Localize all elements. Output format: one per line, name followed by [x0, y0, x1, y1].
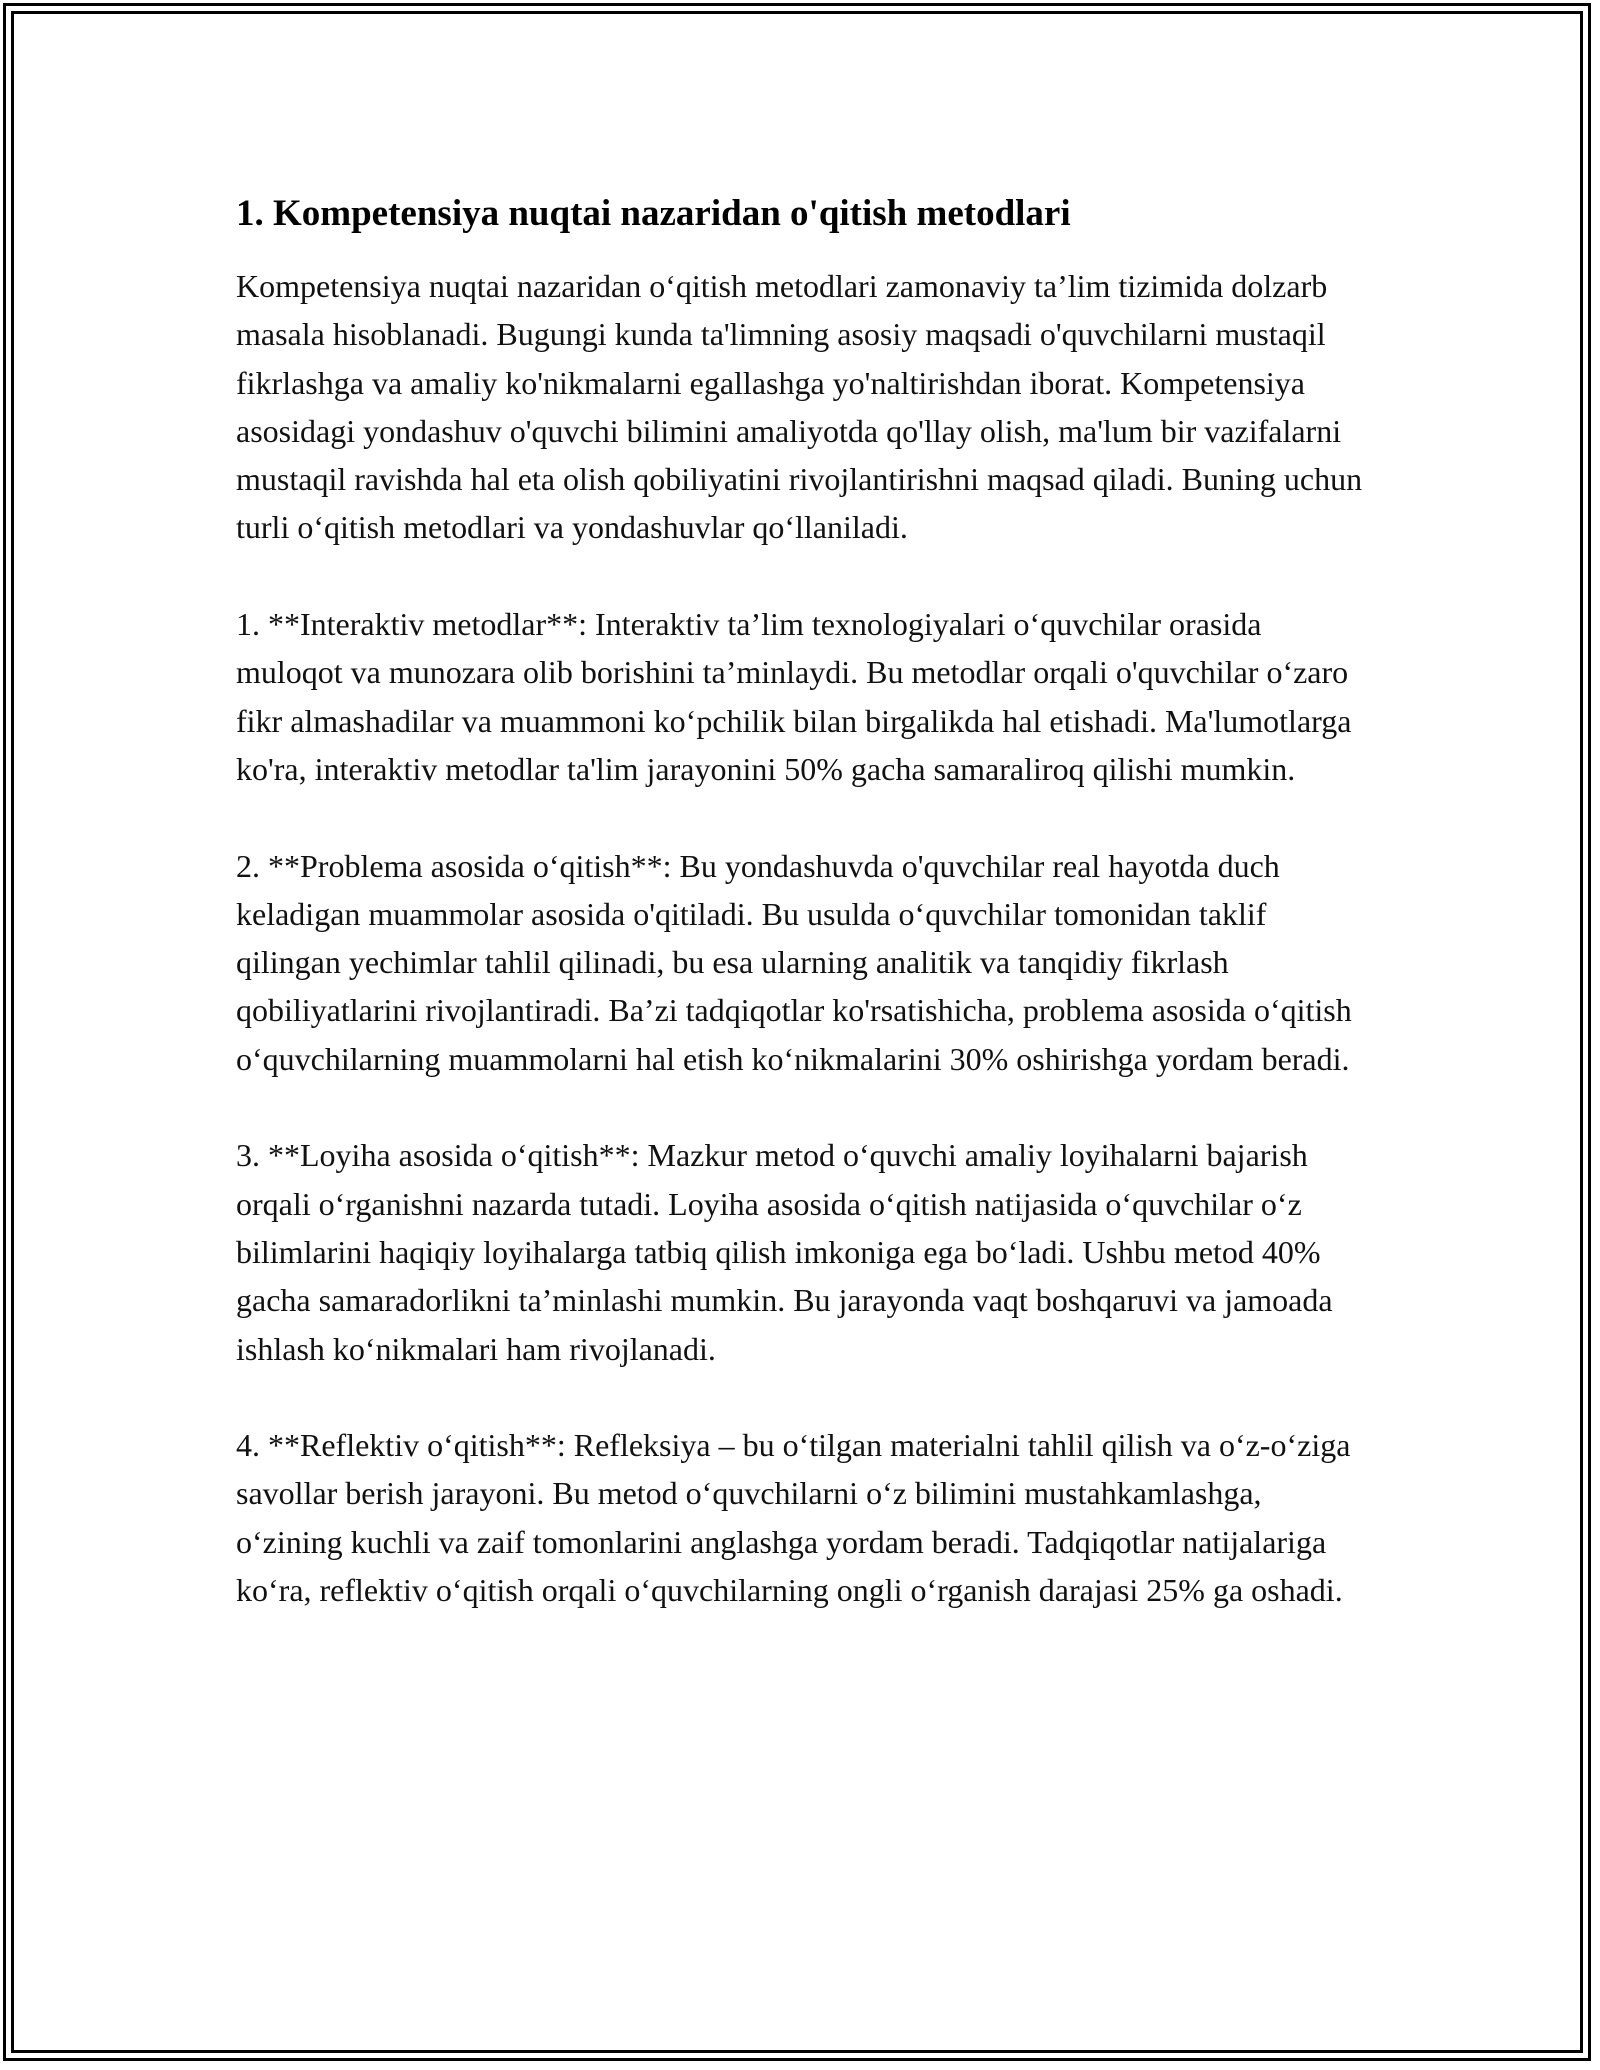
method-paragraph-project-based: 3. **Loyiha asosida o‘qitish**: Mazkur metod o‘quvchi amaliy loyihalarni bajarish orqali o‘rganishni nazarda tutadi. Loyiha asosida o‘qitish natijasida o‘quvchilar o‘z bilimlarini haqiqiy loyihalarga tatbiq qilish imkoniga ega bo‘ladi. Ushbu metod 40% gacha samaradorlikni ta’minlashi mumkin. Bu jarayonda vaqt boshqaruvi va jamoada ishlash ko‘nikmalari ham rivojlanadi.: [236, 1137, 1333, 1367]
method-paragraph-problem-based: 2. **Problema asosida o‘qitish**: Bu yondashuvda o'quvchilar real hayotda duch keladigan muammolar asosida o'qitiladi. Bu usulda o‘quvchilar tomonidan taklif qilingan yechimlar tahlil qilinadi, bu esa ularning analitik va tanqidiy fikrlash qobiliyatlarini rivojlantiradi. Ba’zi tadqiqotlar ko'rsatishicha, problema asosida o‘qitish o‘quvchilarning muammolarni hal etish ko‘nikmalarini 30% oshirishga yordam beradi.: [236, 847, 1352, 1077]
paragraph-spacer: [236, 793, 1376, 841]
paragraph-spacer: [236, 1083, 1376, 1131]
paragraph-spacer: [236, 552, 1376, 600]
document-body: [236, 186, 1376, 1614]
method-paragraph-interactive: 1. **Interaktiv metodlar**: Interaktiv ta’lim texnologiyalari o‘quvchilar orasida muloqot va munozara olib borishini ta’minlaydi. Bu metodlar orqali o'quvchilar o‘zaro fikr almashadilar va muammoni ko‘pchilik bilan birgalikda hal etishadi. Ma'lumotlarga ko'ra, interaktiv metodlar ta'lim jarayonini 50% gacha samaraliroq qilishi mumkin.: [236, 606, 1352, 787]
document-title: 1. Kompetensiya nuqtai nazaridan o'qitish metodlari: [236, 193, 1071, 234]
method-paragraph-reflective: 4. **Reflektiv o‘qitish**: Refleksiya – bu o‘tilgan materialni tahlil qilish va o‘z-o‘ziga savollar berish jarayoni. Bu metod o‘quvchilarni o‘z bilimini mustahkamlashga, o‘zining kuchli va zaif tomonlarini anglashga yordam beradi. Tadqiqotlar natijalariga ko‘ra, reflektiv o‘qitish orqali o‘quvchilarning ongli o‘rganish darajasi 25% ga oshadi.: [236, 1427, 1351, 1609]
paragraph-spacer: [236, 1373, 1376, 1421]
intro-paragraph: Kompetensiya nuqtai nazaridan o‘qitish metodlari zamonaviy ta’lim tizimida dolzarb masala hisoblanadi. Bugungi kunda ta'limning asosiy maqsadi o'quvchilarni mustaqil fikrlashga va amaliy ko'nikmalarni egallashga yo'naltirishdan iborat. Kompetensiya asosidagi yondashuv o'quvchi bilimini amaliyotda qo'llay olish, ma'lum bir vazifalarni mustaqil ravishda hal eta olish qobiliyatini rivojlantirishni maqsad qiladi. Buning uchun turli o‘qitish metodlari va yondashuvlar qo‘llaniladi.: [236, 268, 1363, 546]
